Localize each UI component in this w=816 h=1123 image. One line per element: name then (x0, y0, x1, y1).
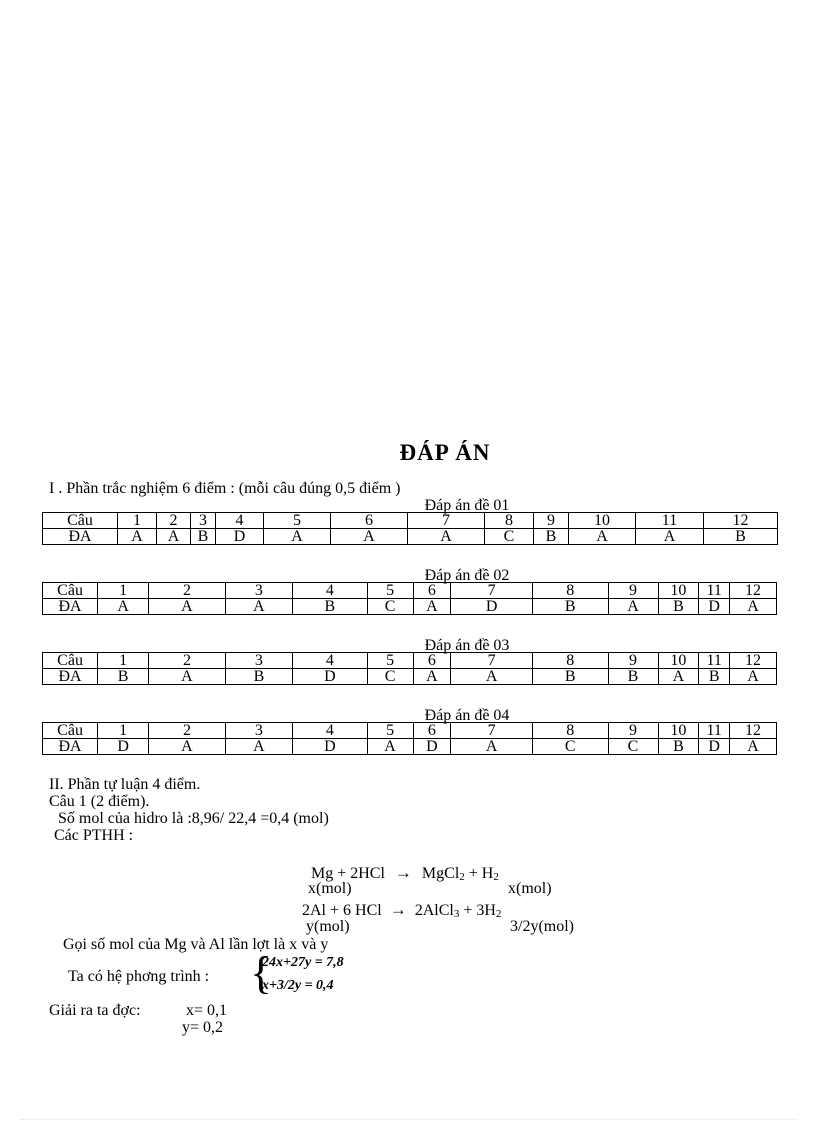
header-cell: 4 (293, 653, 368, 669)
x-value: x= 0,1 (186, 1002, 228, 1019)
header-cell: 1 (98, 583, 149, 599)
answer-cell: C (485, 529, 534, 545)
header-cell: 2 (149, 653, 226, 669)
answer-cell: B (293, 599, 368, 615)
arrow-icon: → (389, 900, 407, 919)
answer-cell: B (704, 529, 778, 545)
header-cell: 4 (293, 583, 368, 599)
answer-cell: A (658, 669, 699, 685)
table-header-row (43, 583, 777, 599)
answer-cell: D (98, 739, 149, 755)
answer-cell: A (118, 529, 157, 545)
answer-cell: A (569, 529, 636, 545)
answer-cell: A (225, 739, 292, 755)
answer-cell: A (225, 599, 292, 615)
answer-cell: A (408, 529, 485, 545)
page-title: ĐÁP ÁN (399, 440, 491, 465)
answer-cell: A (413, 669, 451, 685)
let-variables-line: Gọi số mol của Mg và Al lần lợt là x và y (63, 936, 329, 953)
answer-table-03 (42, 652, 777, 685)
table-header-row (43, 723, 777, 739)
header-cell: Câu (43, 583, 98, 599)
header-cell: 9 (608, 583, 658, 599)
header-cell: 12 (729, 653, 776, 669)
table-caption-03: Đáp án đề 03 (424, 637, 510, 654)
answer-table-01 (42, 512, 778, 545)
header-cell: Câu (43, 653, 98, 669)
answer-cell: C (532, 739, 608, 755)
answer-cell: A (729, 669, 776, 685)
eq2-product-1-subscript: 3 (453, 908, 460, 920)
eq2-product-2-subscript: 2 (495, 908, 502, 920)
header-cell: 12 (729, 723, 776, 739)
answer-cell: D (451, 599, 533, 615)
header-cell: 9 (608, 723, 658, 739)
eq2-plus: + 3H (463, 902, 496, 919)
header-cell: 4 (293, 723, 368, 739)
header-cell: 7 (408, 513, 485, 529)
eq1-reactants: Mg + 2HCl (311, 865, 385, 882)
header-cell: 2 (149, 583, 226, 599)
eq1-mol-right: x(mol) (508, 880, 552, 897)
answer-cell: ĐA (43, 529, 118, 545)
header-cell: 6 (413, 583, 451, 599)
answer-cell: C (367, 599, 413, 615)
header-cell: 5 (264, 513, 331, 529)
eq1-plus: + H (468, 865, 494, 882)
header-cell: 10 (658, 653, 699, 669)
table-caption-01: Đáp án đề 01 (424, 497, 510, 514)
page-bottom-rule (20, 1119, 796, 1120)
table-caption-04: Đáp án đề 04 (424, 707, 510, 724)
table-caption-02: Đáp án đề 02 (424, 567, 510, 584)
answer-cell: D (216, 529, 264, 545)
system-label: Ta có hệ phơng trình : (68, 968, 210, 985)
header-cell: 7 (451, 653, 533, 669)
header-cell: 8 (485, 513, 534, 529)
answer-cell: A (608, 599, 658, 615)
answer-cell: B (608, 669, 658, 685)
header-cell: 10 (658, 583, 699, 599)
answer-cell: B (98, 669, 149, 685)
table-answer-row (43, 739, 777, 755)
answer-cell: B (532, 669, 608, 685)
answer-cell: D (293, 739, 368, 755)
answer-cell: A (331, 529, 408, 545)
eq2-mol-right: 3/2y(mol) (510, 918, 574, 935)
brace-icon: { (250, 947, 273, 998)
header-cell: 5 (367, 583, 413, 599)
question-1-heading: Câu 1 (2 điểm). (49, 793, 150, 810)
answer-cell: A (157, 529, 191, 545)
header-cell: 11 (699, 583, 730, 599)
header-cell: 8 (532, 723, 608, 739)
header-cell: 2 (149, 723, 226, 739)
header-cell: 3 (225, 723, 292, 739)
system-equation-2: x+3/2y = 0,4 (262, 978, 334, 993)
header-cell: 10 (658, 723, 699, 739)
header-cell: 11 (636, 513, 704, 529)
header-cell: 1 (98, 653, 149, 669)
header-cell: 10 (569, 513, 636, 529)
answer-cell: A (636, 529, 704, 545)
header-cell: 8 (532, 583, 608, 599)
header-cell: 5 (367, 723, 413, 739)
header-cell: 6 (413, 723, 451, 739)
answer-cell: B (534, 529, 569, 545)
answer-table-02 (42, 582, 777, 615)
answer-cell: A (149, 599, 226, 615)
header-cell: 3 (225, 583, 292, 599)
pthh-label: Các PTHH : (54, 827, 134, 844)
header-cell: Câu (43, 723, 98, 739)
header-cell: 8 (532, 653, 608, 669)
header-cell: 9 (534, 513, 569, 529)
answer-cell: D (293, 669, 368, 685)
header-cell: 1 (118, 513, 157, 529)
answer-cell: A (451, 739, 533, 755)
header-cell: 11 (699, 653, 730, 669)
answer-cell: A (413, 599, 451, 615)
answer-cell: ĐA (43, 599, 98, 615)
answer-cell: B (532, 599, 608, 615)
header-cell: 7 (451, 583, 533, 599)
answer-cell: D (699, 599, 730, 615)
answer-table-04 (42, 722, 777, 755)
answer-cell: B (658, 739, 699, 755)
header-cell: 1 (98, 723, 149, 739)
y-value: y= 0,2 (182, 1019, 224, 1036)
eq1-mol-left: x(mol) (308, 880, 352, 897)
answer-cell: A (264, 529, 331, 545)
answer-cell: ĐA (43, 739, 98, 755)
arrow-icon: → (394, 863, 412, 882)
header-cell: 12 (704, 513, 778, 529)
answer-cell: D (699, 739, 730, 755)
eq1-product-1-subscript: 2 (459, 871, 465, 883)
table-answer-row (43, 669, 777, 685)
eq1-product-1: MgCl (421, 865, 460, 882)
answer-cell: A (729, 739, 776, 755)
system-equation-1: 24x+27y = 7,8 (262, 955, 344, 970)
mol-hydrogen-line: Số mol của hidro là :8,96/ 22,4 =0,4 (mol) (58, 810, 329, 827)
section-1-heading: I . Phần trắc nghiệm 6 điểm : (mỗi câu đúng 0,5 điểm ) (49, 480, 401, 497)
answer-cell: D (413, 739, 451, 755)
answer-cell: C (608, 739, 658, 755)
answer-cell: ĐA (43, 669, 98, 685)
answer-cell: B (699, 669, 730, 685)
eq2-product-1: 2AlCl (414, 902, 454, 919)
answer-cell: B (658, 599, 699, 615)
header-cell: 4 (216, 513, 264, 529)
header-cell: Câu (43, 513, 118, 529)
answer-cell: A (367, 739, 413, 755)
answer-cell: C (367, 669, 413, 685)
answer-cell: A (98, 599, 149, 615)
header-cell: 2 (157, 513, 191, 529)
eq2-mol-left: y(mol) (306, 918, 350, 935)
header-cell: 6 (331, 513, 408, 529)
header-cell: 9 (608, 653, 658, 669)
table-header-row (43, 653, 777, 669)
answer-cell: A (149, 739, 226, 755)
eq2-reactants: 2Al + 6 HCl (302, 902, 382, 919)
table-header-row (43, 513, 778, 529)
answer-cell: A (149, 669, 226, 685)
solve-label: Giải ra ta đợc: (49, 1002, 141, 1019)
answer-cell: A (729, 599, 776, 615)
header-cell: 7 (451, 723, 533, 739)
header-cell: 6 (413, 653, 451, 669)
header-cell: 11 (699, 723, 730, 739)
table-answer-row (43, 529, 778, 545)
header-cell: 3 (191, 513, 216, 529)
header-cell: 12 (729, 583, 776, 599)
answer-cell: B (225, 669, 292, 685)
header-cell: 5 (367, 653, 413, 669)
header-cell: 3 (225, 653, 292, 669)
eq1-product-2-subscript: 2 (493, 871, 499, 883)
answer-cell: B (191, 529, 216, 545)
answer-cell: A (451, 669, 533, 685)
table-answer-row (43, 599, 777, 615)
section-2-heading: II. Phần tự luận 4 điểm. (49, 776, 201, 793)
